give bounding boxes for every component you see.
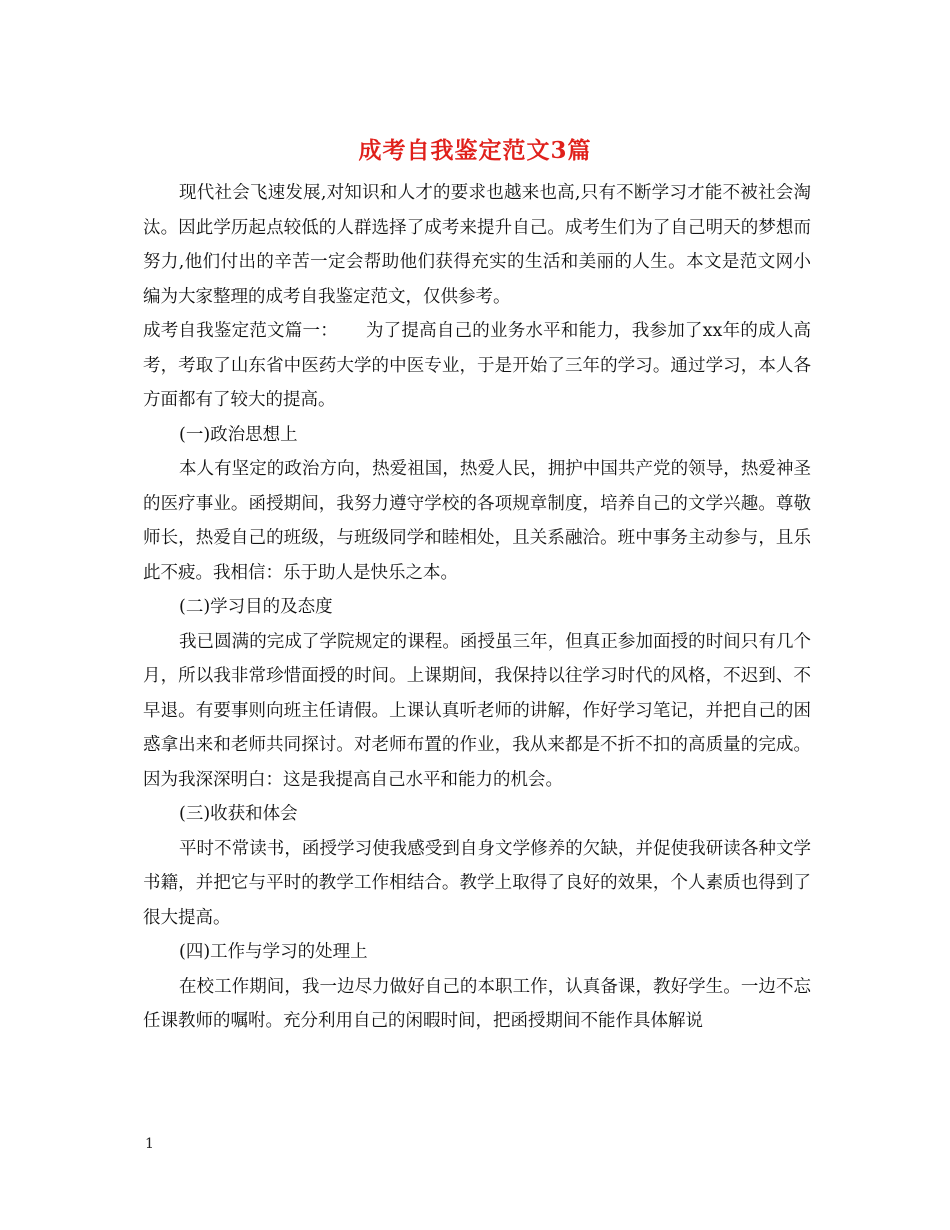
section-heading-work-study: (四)工作与学习的处理上: [179, 942, 368, 962]
essay-one-text: 为了提高自己的业务水平和能力，我参加了xx年的成人高考，考取了山东省中医药大学的中医专业，于是开始了三年的学习。通过学习，本人各方面都有了较大的提高。: [143, 321, 811, 410]
document-title: 成考自我鉴定范文3篇: [358, 137, 592, 164]
harvest-paragraph: 平时不常读书，函授学习使我感受到自身文学修养的欠缺，并促使我研读各种文学书籍，并把它与平时的教学工作相结合。教学上取得了良好的效果，个人素质也得到了很大提高。: [143, 838, 811, 928]
page-number: 1: [145, 1136, 154, 1152]
section-heading-harvest: (三)收获和体会: [179, 804, 298, 824]
document-body: [143, 176, 811, 1039]
work-study-paragraph: 在校工作期间，我一边尽力做好自己的本职工作，认真备课，教好学生。一边不忘任课教师的嘱咐。充分利用自己的闲暇时间，把函授期间不能作具体解说: [143, 976, 811, 1031]
section-heading-study-attitude: (二)学习目的及态度: [179, 597, 333, 617]
study-attitude-paragraph: 我已圆满的完成了学院规定的课程。函授虽三年，但真正参加面授的时间只有几个月，所以我非常珍惜面授的时间。上课期间，我保持以往学习时代的风格，不迟到、不早退。有要事则向班主任请假。上课认真听老师的讲解，作好学习笔记，并把自己的困惑拿出来和老师共同探讨。对老师布置的作业，我从来都是不折不扣的高质量的完成。因为我深深明白：这是我提高自己水平和能力的机会。: [143, 631, 811, 790]
intro-paragraph: 现代社会飞速发展,对知识和人才的要求也越来也高,只有不断学习才能不被社会淘汰。因此学历起点较低的人群选择了成考来提升自己。成考生们为了自己明天的梦想而努力,他们付出的辛苦一定会帮助他们获得充实的生活和美丽的人生。本文是范文网小编为大家整理的成考自我鉴定范文，仅供参考。: [143, 183, 811, 307]
section-heading-political: (一)政治思想上: [179, 424, 298, 445]
essay-one-heading: 成考自我鉴定范文篇一：: [143, 321, 338, 341]
essay-one-paragraph: [143, 314, 811, 418]
political-paragraph: 本人有坚定的政治方向，热爱祖国，热爱人民，拥护中国共产党的领导，热爱神圣的医疗事业。函授期间，我努力遵守学校的各项规章制度，培养自己的文学兴趣。尊敬师长，热爱自己的班级，与班级同学和睦相处，且关系融洽。班中事务主动参与，且乐此不疲。我相信：乐于助人是快乐之本。: [143, 459, 811, 583]
